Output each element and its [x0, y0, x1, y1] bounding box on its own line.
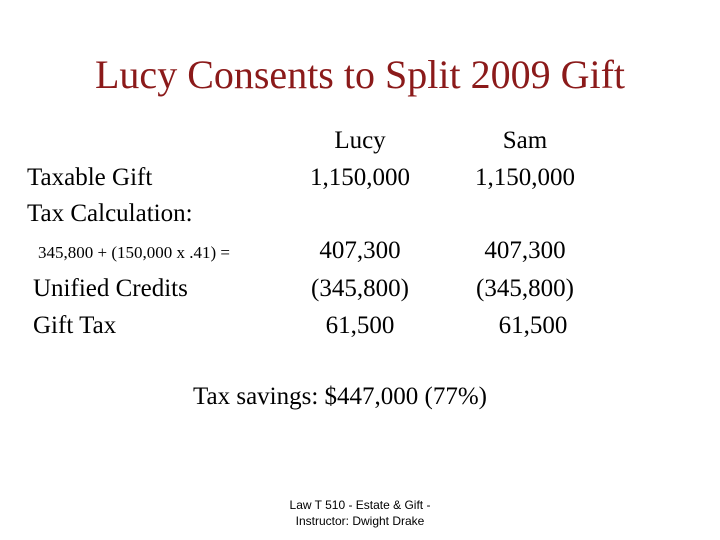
taxable-gift-label: Taxable Gift	[27, 164, 153, 191]
lucy-tax: 407,300	[319, 237, 401, 264]
sam-gift-tax: 61,500	[498, 312, 568, 339]
sam-tax: 407,300	[484, 237, 566, 264]
slide-title: Lucy Consents to Split 2009 Gift	[95, 52, 625, 97]
column-header-lucy: Lucy	[334, 127, 386, 154]
lucy-taxable-gift: 1,150,000	[310, 164, 410, 191]
lucy-unified-credits: (345,800)	[311, 275, 409, 302]
tax-calculation-label: Tax Calculation:	[27, 200, 193, 227]
footer-instructor: Instructor: Dwight Drake	[295, 514, 425, 528]
footer-course: Law T 510 - Estate & Gift -	[289, 498, 431, 512]
tax-formula-label: 345,800 + (150,000 x .41) =	[38, 243, 230, 262]
lucy-gift-tax: 61,500	[325, 312, 395, 339]
slide-footer	[250, 497, 470, 529]
sam-unified-credits: (345,800)	[476, 275, 574, 302]
unified-credits-label: Unified Credits	[33, 275, 188, 302]
tax-savings: Tax savings: $447,000 (77%)	[192, 383, 488, 410]
sam-taxable-gift: 1,150,000	[475, 164, 575, 191]
column-header-sam: Sam	[502, 127, 548, 154]
gift-tax-label: Gift Tax	[33, 312, 117, 339]
